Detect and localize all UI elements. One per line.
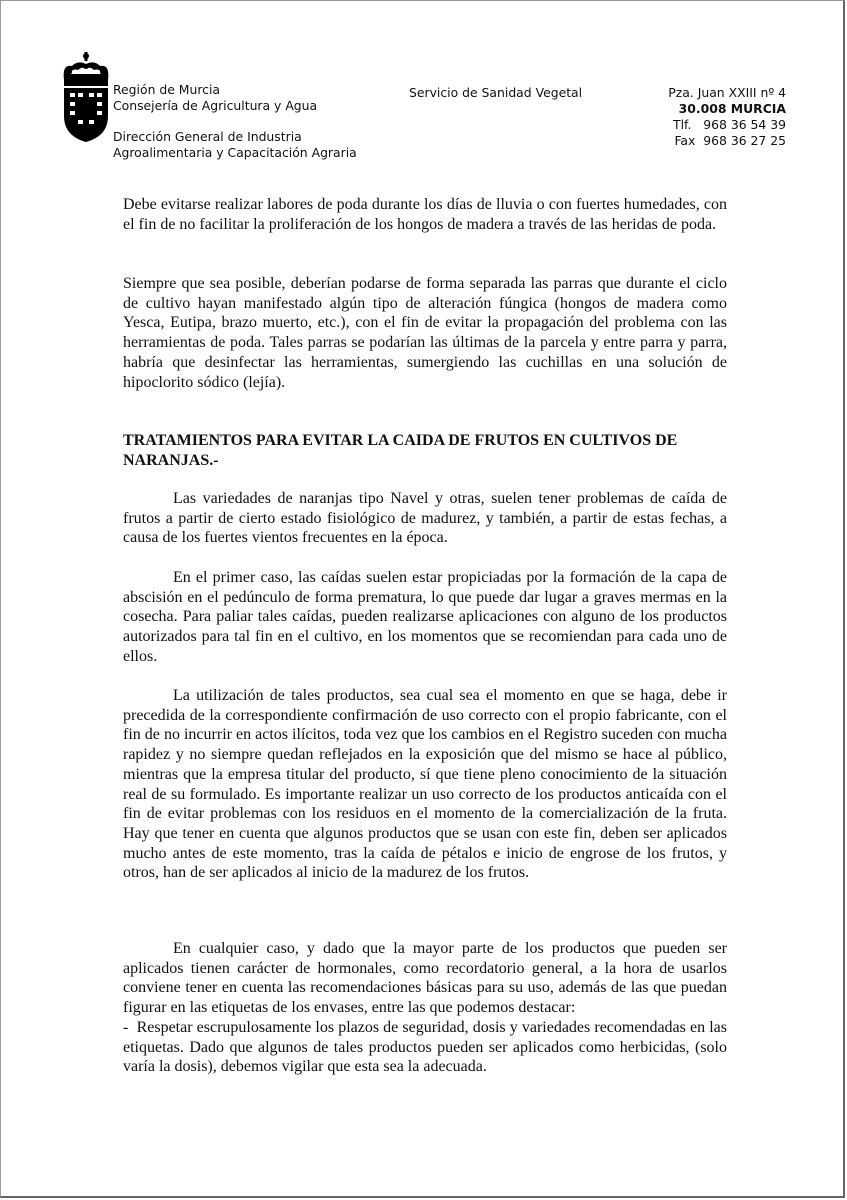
directorate-line-2: Agroalimentaria y Capacitación Agraria — [113, 145, 357, 160]
paragraph-separate-pruning — [123, 274, 727, 392]
paragraph-text: Debe evitarse realizar labores de poda durante los días de lluvia o con fuertes humedades, con el fin de no facilitar la proliferación de los hongos de madera a través de las heridas de poda. — [123, 196, 727, 233]
paragraph-text: En el primer caso, las caídas suelen estar propiciadas por la formación de la capa de abscisión en el pedúnculo de forma prematura, lo que puede dar lugar a graves mermas en la cosecha. Para paliar tales caídas, pueden realizarse aplicaciones con alguno de los productos autorizados para tal fin en el cultivo, en los momentos que se recomiendan para cada uno de ellos. — [123, 569, 727, 665]
address-city: 30.008 MURCIA — [678, 101, 786, 116]
paragraph-text: En cualquier caso, y dado que la mayor parte de los productos que pueden ser aplicados tienen carácter de hormonales, como recordatorio general, a la hora de usarlos conviene tener en cuenta las recomendaciones básicas para su uso, además de las que puedan figurar en las etiquetas de los envases, entre las que podemos destacar: — [123, 940, 727, 1017]
ministry-name: Consejería de Agricultura y Agua — [113, 98, 318, 113]
section-heading: TRATAMIENTOS PARA EVITAR LA CAIDA DE FRUTOS EN CULTIVOS DE NARANJAS.- — [123, 432, 678, 469]
bullet-item-safety-periods — [123, 1018, 731, 1077]
paragraph-text: La utilización de tales productos, sea cual sea el momento en que se haga, debe ir precedida de la correspondiente confirmación de uso correcto con el propio fabricante, con el fin de no incurrir en actos ilícitos, toda vez que los cambios en el Registro suceden con mucha rapidez y no siempre quedan reflejados en la exposición que del mismo se hace al público, mientras que la empresa titular del producto, sí que tiene pleno conocimiento de la situación real de su formulado. Es importante realizar un uso correcto de los productos anticaída con el fin de evitar problemas con los residuos en el momento de la comercialización de la fruta. Hay que tener en cuenta que algunos productos que se usan con este fin, deben ser aplicados mucho antes de este momento, tras la caída de pétalos e inicio de engrose de los frutos, y otros, han de ser aplicados al inicio de la madurez de los frutos. — [123, 687, 727, 882]
header-address-block — [668, 85, 786, 149]
bullet-text: - Respetar escrupulosamente los plazos de seguridad, dosis y variedades recomendadas en las etiquetas. Dado que algunos de tales productos pueden ser aplicados como herbicidas, (solo varía la dosis), debemos vigilar que esta sea la adecuada. — [123, 1019, 731, 1076]
paragraph-text: Las variedades de naranjas tipo Navel y otras, suelen tener problemas de caída de frutos a partir de cierto estado fisiológico de madurez, y también, a partir de estas fechas, a causa de los fuertes vientos frecuentes en la época. — [123, 490, 727, 547]
paragraph-text: Siempre que sea posible, deberían podarse de forma separada las parras que durante el ciclo de cultivo hayan manifestado algún tipo de alteración fúngica (hongos de madera como Yesca, Eutipa, brazo muerto, etc.), con el fin de evitar la propagación del problema con las herramientas de poda. Tales parras se podarían las últimas de la parcela y entre parra y parra, habría que desinfectar las herramientas, sumergiendo las cuchillas en una solución de hipoclorito sódico (lejía). — [123, 275, 727, 391]
directorate-line-1: Dirección General de Industria — [113, 129, 302, 144]
service-name: Servicio de Sanidad Vegetal — [409, 85, 583, 100]
paragraph-product-usage — [123, 686, 727, 883]
region-name: Región de Murcia — [113, 82, 220, 97]
paragraph-general-recommendations — [123, 939, 727, 1018]
header-directorate-block — [113, 129, 357, 161]
paragraph-first-case — [123, 568, 727, 667]
header-region-block — [113, 82, 317, 114]
address-fax: Fax 968 36 27 25 — [674, 133, 786, 148]
address-phone: Tlf. 968 36 54 39 — [673, 117, 786, 132]
coat-of-arms-icon — [60, 50, 112, 142]
paragraph-navel-varieties — [123, 489, 727, 548]
paragraph-rain-pruning — [123, 195, 727, 234]
address-street: Pza. Juan XXIII nº 4 — [668, 85, 786, 100]
